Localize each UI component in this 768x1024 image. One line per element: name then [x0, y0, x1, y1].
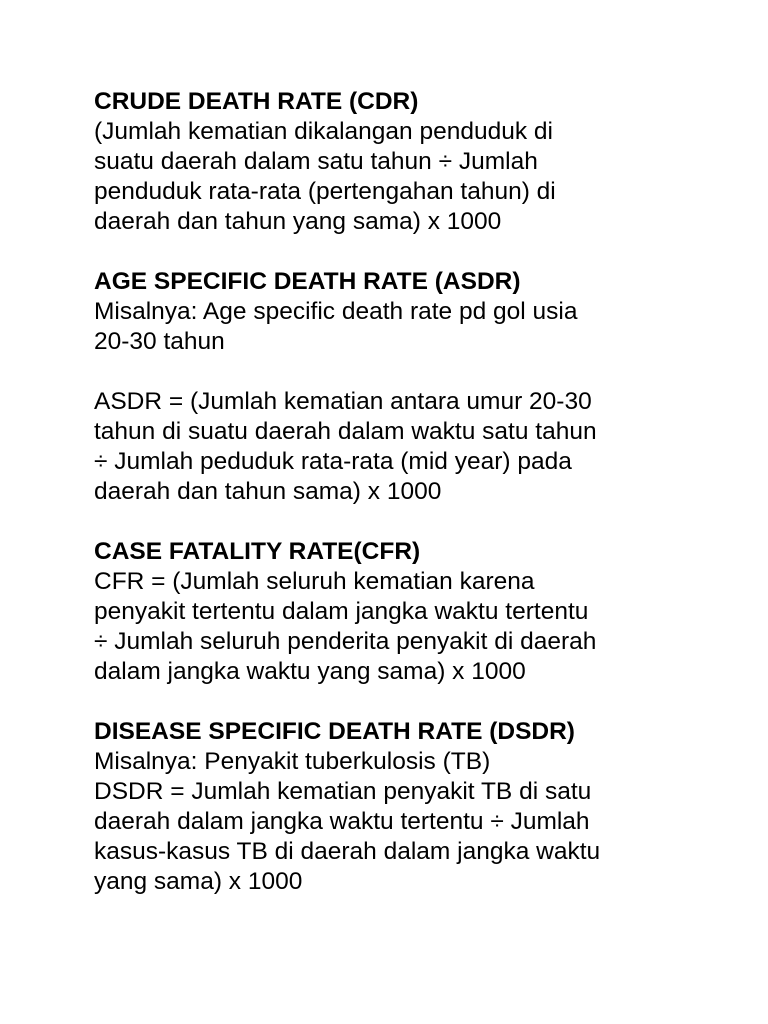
- text-line: Misalnya: Penyakit tuberkulosis (TB): [94, 748, 491, 775]
- text-line: penduduk rata-rata (pertengahan tahun) di: [94, 178, 556, 205]
- text-line: DSDR = Jumlah kematian penyakit TB di satu: [94, 778, 592, 805]
- text-line: daerah dalam jangka waktu tertentu ÷ Jumlah: [94, 808, 590, 835]
- section-dsdr: [94, 717, 734, 897]
- text-line: 20-30 tahun: [94, 328, 225, 355]
- section-asdr: [94, 267, 734, 507]
- section-cfr: [94, 537, 734, 687]
- text-line: ÷ Jumlah peduduk rata-rata (mid year) pada: [94, 448, 572, 475]
- document-page: [94, 87, 734, 927]
- text-line: kasus-kasus TB di daerah dalam jangka waktu: [94, 838, 601, 865]
- section-heading: AGE SPECIFIC DEATH RATE (ASDR): [94, 268, 521, 295]
- paragraph-gap: [94, 357, 734, 387]
- text-line: ÷ Jumlah seluruh penderita penyakit di daerah: [94, 628, 597, 655]
- text-line: Misalnya: Age specific death rate pd gol usia: [94, 298, 578, 325]
- text-line: CFR = (Jumlah seluruh kematian karena: [94, 568, 535, 595]
- text-line: (Jumlah kematian dikalangan penduduk di: [94, 118, 553, 145]
- text-line: yang sama) x 1000: [94, 868, 303, 895]
- text-line: daerah dan tahun yang sama) x 1000: [94, 208, 502, 235]
- section-heading: CRUDE DEATH RATE (CDR): [94, 88, 419, 115]
- section-heading: DISEASE SPECIFIC DEATH RATE (DSDR): [94, 718, 575, 745]
- text-line: tahun di suatu daerah dalam waktu satu tahun: [94, 418, 597, 445]
- section-cdr: [94, 87, 734, 237]
- text-line: penyakit tertentu dalam jangka waktu tertentu: [94, 598, 589, 625]
- text-line: dalam jangka waktu yang sama) x 1000: [94, 658, 526, 685]
- text-line: suatu daerah dalam satu tahun ÷ Jumlah: [94, 148, 538, 175]
- text-line: ASDR = (Jumlah kematian antara umur 20-30: [94, 388, 592, 415]
- text-line: daerah dan tahun sama) x 1000: [94, 478, 442, 505]
- section-heading: CASE FATALITY RATE(CFR): [94, 538, 421, 565]
